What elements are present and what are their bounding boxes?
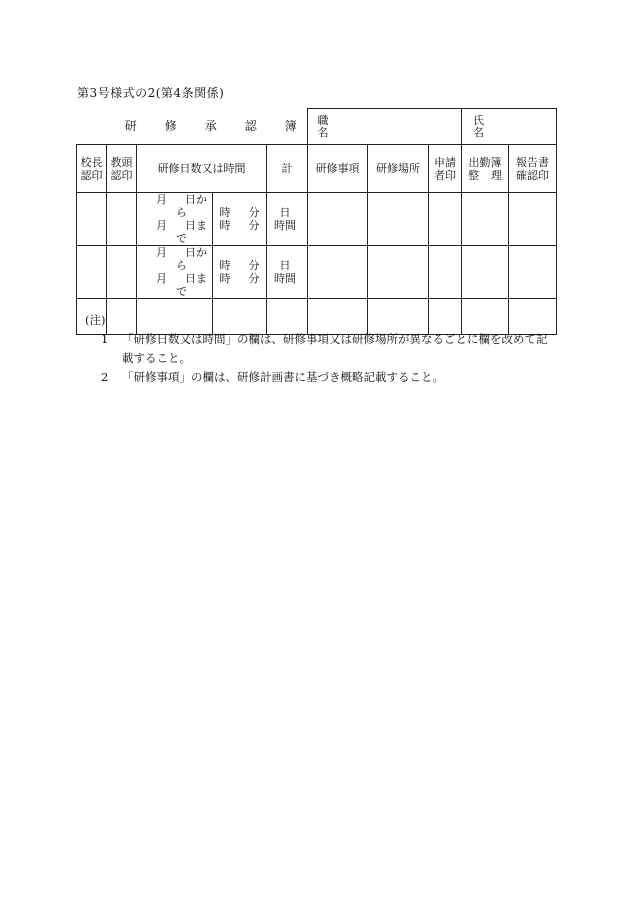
date-range-cell[interactable]: 月 日から 月 日まで <box>137 193 213 246</box>
basho-header: 研修場所 <box>368 145 429 193</box>
jiko-cell[interactable] <box>308 193 368 246</box>
note-item <box>85 330 555 368</box>
kei-header: 計 <box>267 145 308 193</box>
jiko-cell[interactable] <box>308 246 368 299</box>
shokumei-label: 職 名 <box>317 113 329 139</box>
title-char: 研 <box>124 118 137 133</box>
total-cell[interactable]: 日 時間 <box>267 193 308 246</box>
basho-cell[interactable] <box>368 246 429 299</box>
basho-cell[interactable] <box>368 193 429 246</box>
notes-heading: (注) <box>85 313 106 327</box>
shinsei-cell[interactable] <box>429 246 462 299</box>
shukkin-cell[interactable] <box>462 246 509 299</box>
kocho-cell[interactable] <box>77 193 107 246</box>
kyoto-header: 教頭 認印 <box>107 145 137 193</box>
title-char: 簿 <box>284 118 297 133</box>
note-text: 「研修日数又は時間」の欄は、研修事項又は研修場所が異なるごとに欄を改めて記載すること。 <box>122 332 548 365</box>
kocho-header: 校長 認印 <box>77 145 107 193</box>
shinsei-header: 申請 者印 <box>429 145 462 193</box>
note-item <box>85 368 555 387</box>
kyoto-cell[interactable] <box>107 193 137 246</box>
time-range-cell[interactable]: 時 分 時 分 <box>213 246 267 299</box>
register-title <box>77 109 308 145</box>
shimei-label: 氏 名 <box>473 113 485 139</box>
shimei-cell <box>462 109 557 145</box>
notes-section <box>85 311 555 387</box>
title-char: 承 <box>204 118 217 133</box>
jiko-header: 研修事項 <box>308 145 368 193</box>
date-range-cell[interactable]: 月 日から 月 日まで <box>137 246 213 299</box>
nissu-header: 研修日数又は時間 <box>137 145 267 193</box>
note-number: 2 <box>101 370 109 384</box>
shinsei-cell[interactable] <box>429 193 462 246</box>
shokumei-cell <box>308 109 462 145</box>
shukkin-header: 出勤簿 整 理 <box>462 145 509 193</box>
approval-register-table <box>76 108 557 335</box>
header-row-1 <box>77 109 557 145</box>
hokoku-cell[interactable] <box>509 193 557 246</box>
note-text: 「研修事項」の欄は、研修計画書に基づき概略記載すること。 <box>122 370 444 384</box>
note-number: 1 <box>101 332 109 346</box>
title-char: 認 <box>244 118 257 133</box>
total-cell[interactable]: 日 時間 <box>267 246 308 299</box>
kyoto-cell[interactable] <box>107 246 137 299</box>
form-id: 第3号様式の2(第4条関係) <box>77 86 225 100</box>
shukkin-cell[interactable] <box>462 193 509 246</box>
title-char: 修 <box>164 118 177 133</box>
hokoku-header: 報告書 確認印 <box>509 145 557 193</box>
header-row-2 <box>77 145 557 193</box>
hokoku-cell[interactable] <box>509 246 557 299</box>
time-range-cell[interactable]: 時 分 時 分 <box>213 193 267 246</box>
kocho-cell[interactable] <box>77 246 107 299</box>
table-row <box>77 193 557 246</box>
table-row <box>77 246 557 299</box>
